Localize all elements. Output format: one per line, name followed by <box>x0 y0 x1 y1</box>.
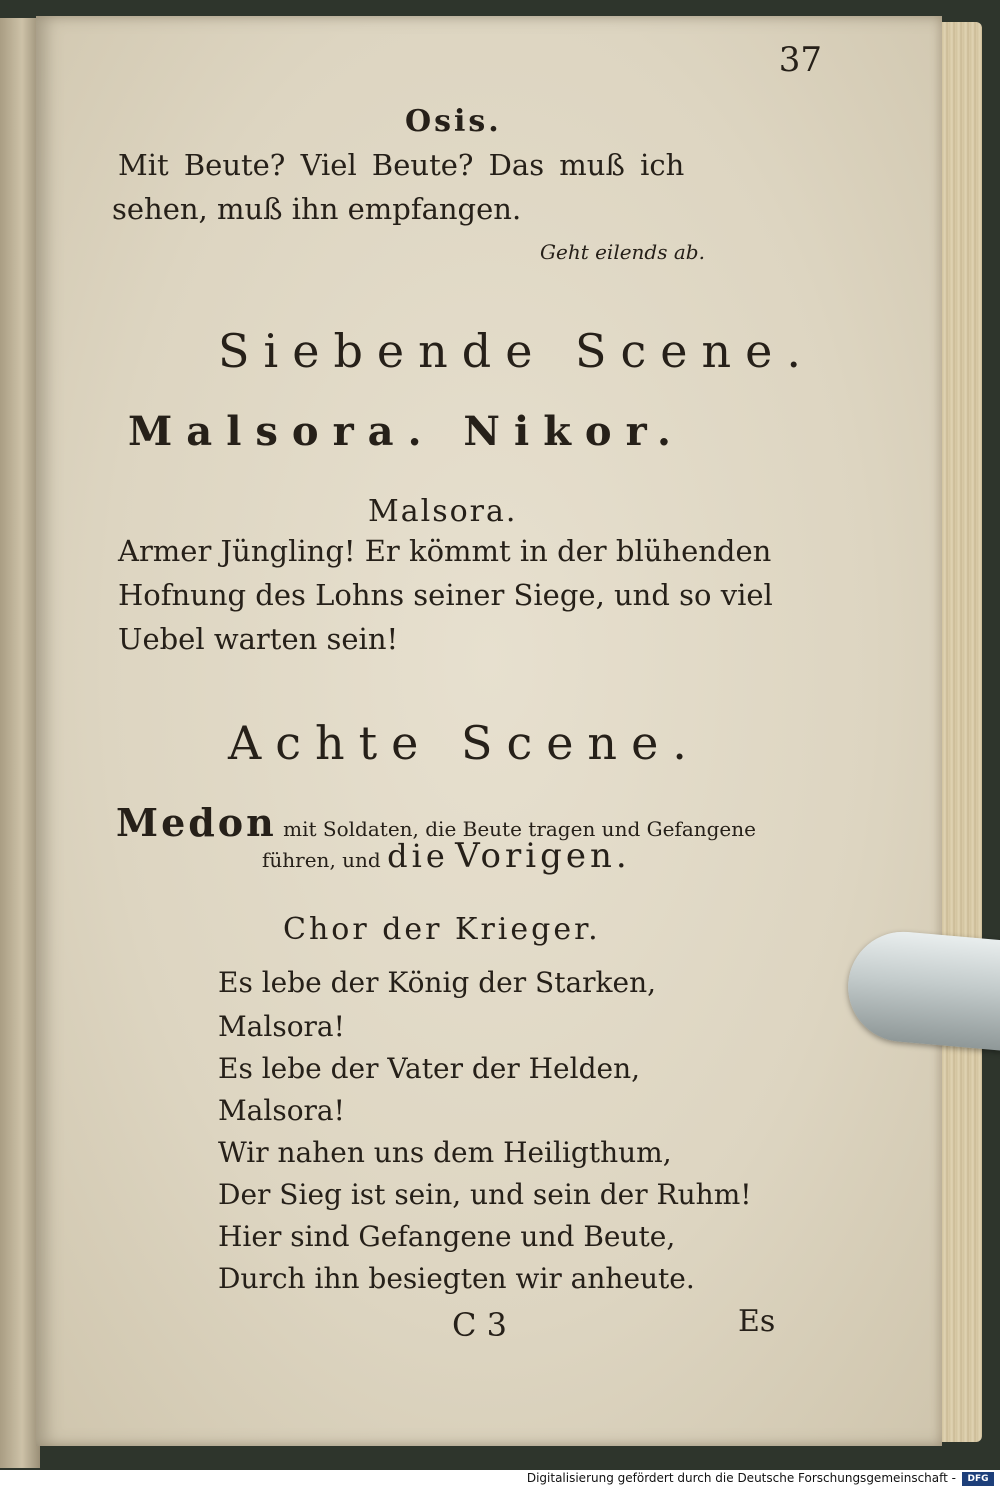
scene-cast-line <box>262 836 631 876</box>
cast-description: führen, und <box>262 848 381 872</box>
dfg-logo: DFG <box>962 1472 994 1486</box>
stage-direction: Geht eilends ab. <box>540 240 705 264</box>
verse-line: Malsora! <box>218 1010 345 1043</box>
footer-bar <box>0 1470 1000 1488</box>
verse-line: Wir nahen uns dem Heiligthum, <box>218 1136 672 1169</box>
speaker-malsora: Malsora. <box>368 494 518 529</box>
scene-characters: Malsora. Nikor. <box>128 408 685 455</box>
verse-line: Es lebe der Vater der Helden, <box>218 1052 641 1085</box>
page-number: 37 <box>778 40 822 80</box>
verse-line: Durch ihn besiegten wir anheute. <box>218 1262 695 1295</box>
scene-heading-achte: Achte Scene. <box>228 716 701 770</box>
cast-name-medon: Medon <box>116 800 277 845</box>
facing-page-edge <box>0 18 40 1468</box>
text-line: sehen, muß ihn empfangen. <box>112 192 522 226</box>
scene-heading-siebende: Siebende Scene. <box>218 324 816 378</box>
text-line: Mit Beute? Viel Beute? Das muß ich <box>118 148 685 182</box>
cast-vorigen: Vorigen. <box>455 836 631 876</box>
verse-line: Es lebe der König der Starken, <box>218 966 657 999</box>
signature-mark: C 3 <box>452 1306 508 1344</box>
cast-description: mit Soldaten, die Beute tragen und Gefangene <box>283 817 756 841</box>
text-line: Uebel warten sein! <box>118 622 399 656</box>
cast-die: die <box>387 837 449 875</box>
speaker-chorus: Chor der Krieger. <box>283 912 601 947</box>
text-line: Hofnung des Lohns seiner Siege, und so viel <box>118 578 773 612</box>
footer-credit: Digitalisierung gefördert durch die Deutsche Forschungsgemeinschaft - <box>526 1471 956 1485</box>
verse-line: Malsora! <box>218 1094 345 1127</box>
catchword: Es <box>738 1304 776 1339</box>
verse-line: Hier sind Gefangene und Beute, <box>218 1220 676 1253</box>
text-line: Armer Jüngling! Er kömmt in der blühenden <box>118 534 772 568</box>
verse-line: Der Sieg ist sein, und sein der Ruhm! <box>218 1178 752 1211</box>
speaker-osis: Osis. <box>405 104 502 139</box>
